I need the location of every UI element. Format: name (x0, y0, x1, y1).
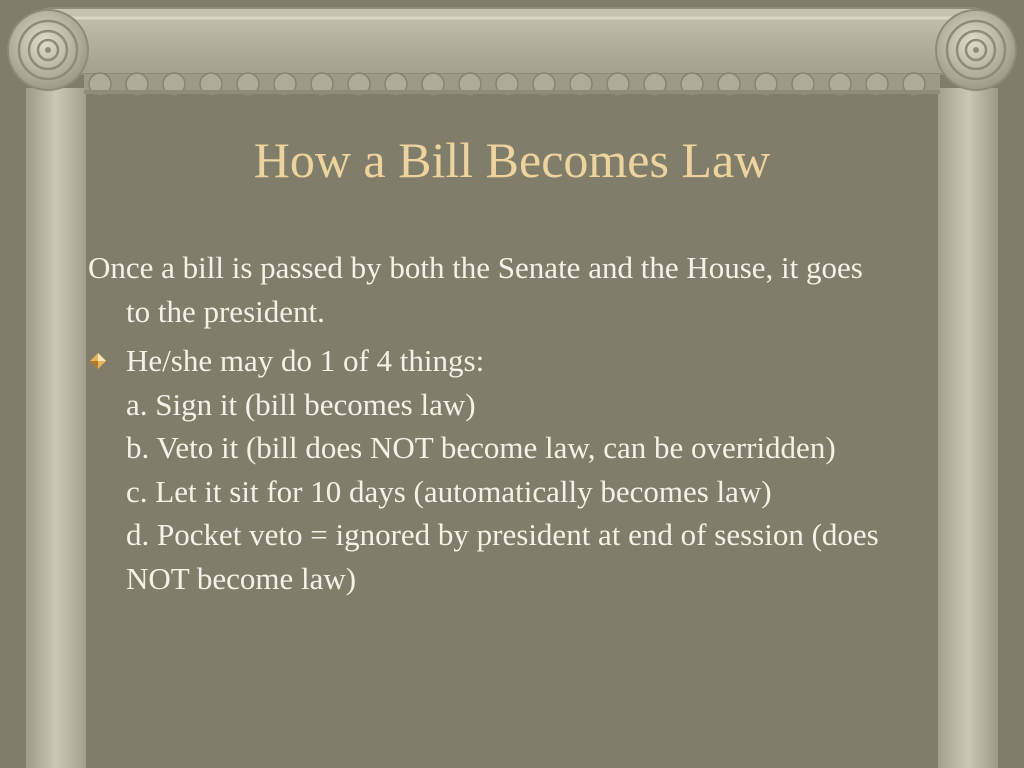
intro-paragraph: Once a bill is passed by both the Senate and the House, it goes to the president. (88, 250, 863, 329)
bullet-lead: He/she may do 1 of 4 things: (126, 343, 485, 378)
left-pillar (26, 88, 86, 768)
option-veto: b. Veto it (bill does NOT become law, can be overridden) (126, 430, 836, 465)
left-volute-icon (8, 10, 88, 90)
slide-title: How a Bill Becomes Law (253, 132, 771, 188)
option-sign: a. Sign it (bill becomes law) (126, 386, 476, 422)
right-pillar (938, 88, 998, 768)
option-pocket-veto: d. Pocket veto = ignored by president at end of session (does NOT become law) (126, 517, 879, 596)
diamond-bullet-icon (90, 353, 106, 369)
right-volute-icon (936, 10, 1016, 90)
slide-body (88, 246, 888, 600)
option-let-sit: c. Let it sit for 10 days (automatically becomes law) (126, 473, 772, 509)
bullet-item (88, 339, 888, 600)
